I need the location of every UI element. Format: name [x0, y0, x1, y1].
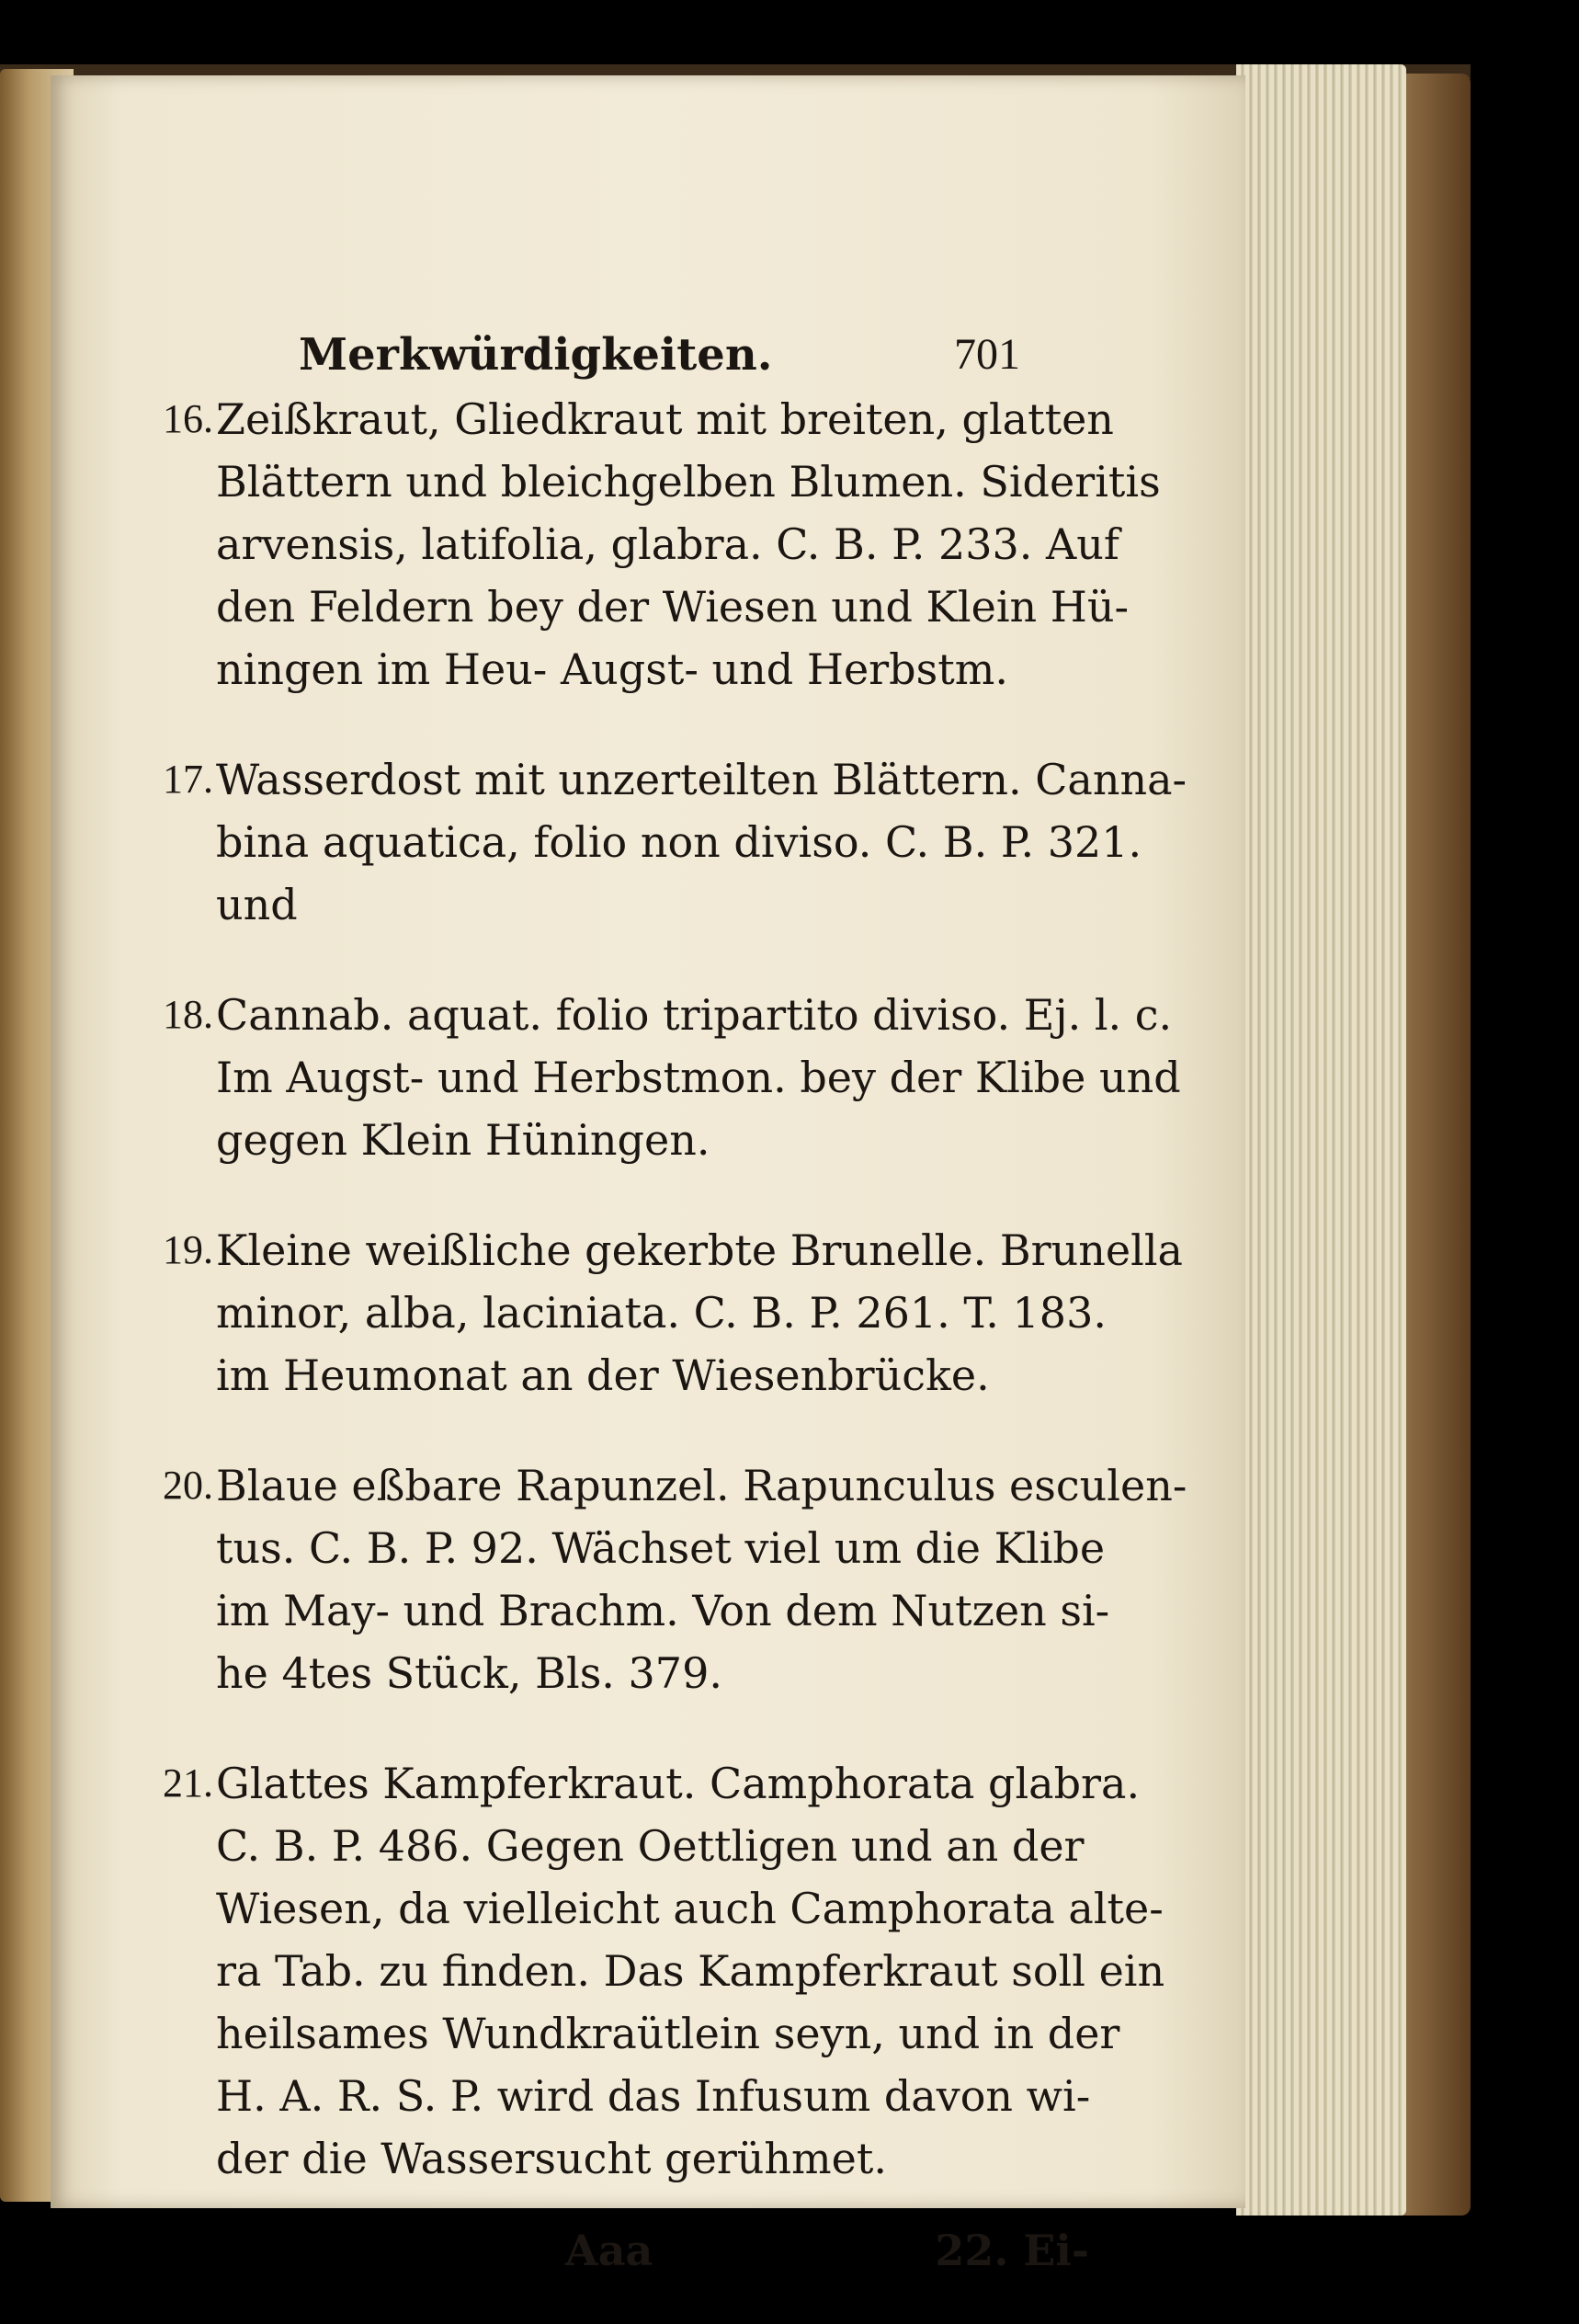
entry-line: Blättern und bleichgelben Blumen. Sideritis	[216, 457, 1161, 507]
entry-line: Wiesen, da vielleicht auch Camphorata alte-	[216, 1884, 1164, 1933]
page-edges	[1236, 64, 1406, 2216]
running-title: Merkwürdigkeiten.	[299, 329, 773, 381]
entry-line: Im Augst- und Herbstmon. bey der Klibe und	[216, 1053, 1181, 1102]
entry-number: 21.	[163, 1760, 213, 1806]
page-footer	[216, 2226, 1108, 2302]
entry-text	[216, 1454, 1187, 1704]
entry-number: 19.	[163, 1227, 213, 1272]
entry-text	[216, 1219, 1183, 1407]
entry-line: Zeißkraut, Gliedkraut mit breiten, glatten	[216, 394, 1114, 444]
book-page	[51, 75, 1245, 2275]
entry-text	[216, 1752, 1165, 2190]
entry-number: 16.	[163, 396, 213, 441]
entry-text	[216, 748, 1187, 936]
entry-line: tus. C. B. P. 92. Wächset viel um die Klibe	[216, 1523, 1106, 1573]
entry-line: ningen im Heu- Augst- und Herbstm.	[216, 644, 1008, 694]
entry-19	[163, 1219, 1183, 1407]
signature-mark: Aaa	[565, 2226, 653, 2275]
page-number: 701	[954, 330, 1020, 379]
entry-line: und	[216, 880, 298, 929]
entry-line: heilsames Wundkraütlein seyn, und in der	[216, 2009, 1120, 2058]
entry-18	[163, 984, 1181, 1171]
entry-line: Blaue eßbare Rapunzel. Rapunculus esculen-	[216, 1461, 1187, 1510]
catchword: 22. Ei-	[935, 2226, 1089, 2275]
entry-number: 17.	[163, 757, 213, 802]
entry-line: arvensis, latifolia, glabra. C. B. P. 233. Auf	[216, 519, 1119, 569]
entry-20	[163, 1454, 1187, 1704]
entry-line: Kleine weißliche gekerbte Brunelle. Brunella	[216, 1225, 1183, 1275]
entry-line: der die Wassersucht gerühmet.	[216, 2134, 888, 2183]
entry-17	[163, 748, 1187, 936]
entry-16	[163, 388, 1161, 701]
entry-number: 18.	[163, 992, 213, 1037]
entry-line: C. B. P. 486. Gegen Oettligen und an der	[216, 1821, 1085, 1871]
entry-line: den Feldern bey der Wiesen und Klein Hü-	[216, 582, 1130, 632]
entry-line: Cannab. aquat. folio tripartito diviso. Ej. l. c.	[216, 990, 1173, 1040]
entry-line: gegen Klein Hüningen.	[216, 1115, 710, 1165]
page-header	[216, 324, 1108, 388]
entry-line: im Heumonat an der Wiesenbrücke.	[216, 1350, 990, 1400]
entry-line: H. A. R. S. P. wird das Infusum davon wi-	[216, 2071, 1091, 2121]
entry-text	[216, 388, 1161, 701]
entry-line: minor, alba, laciniata. C. B. P. 261. T. 183.	[216, 1288, 1107, 1338]
entry-number: 20.	[163, 1463, 213, 1508]
entry-line: im May- und Brachm. Von dem Nutzen si-	[216, 1586, 1110, 1635]
entry-line: he 4tes Stück, Bls. 379.	[216, 1648, 722, 1698]
entry-line: ra Tab. zu finden. Das Kampferkraut soll ein	[216, 1946, 1165, 1996]
entry-line: bina aquatica, folio non diviso. C. B. P. 321.	[216, 817, 1142, 867]
text-column	[163, 324, 1187, 2302]
entry-21	[163, 1752, 1165, 2190]
entry-line: Glattes Kampferkraut. Camphorata glabra.	[216, 1759, 1141, 1808]
entry-line: Wasserdost mit unzerteilten Blättern. Canna-	[216, 755, 1187, 804]
entry-text	[216, 984, 1181, 1171]
